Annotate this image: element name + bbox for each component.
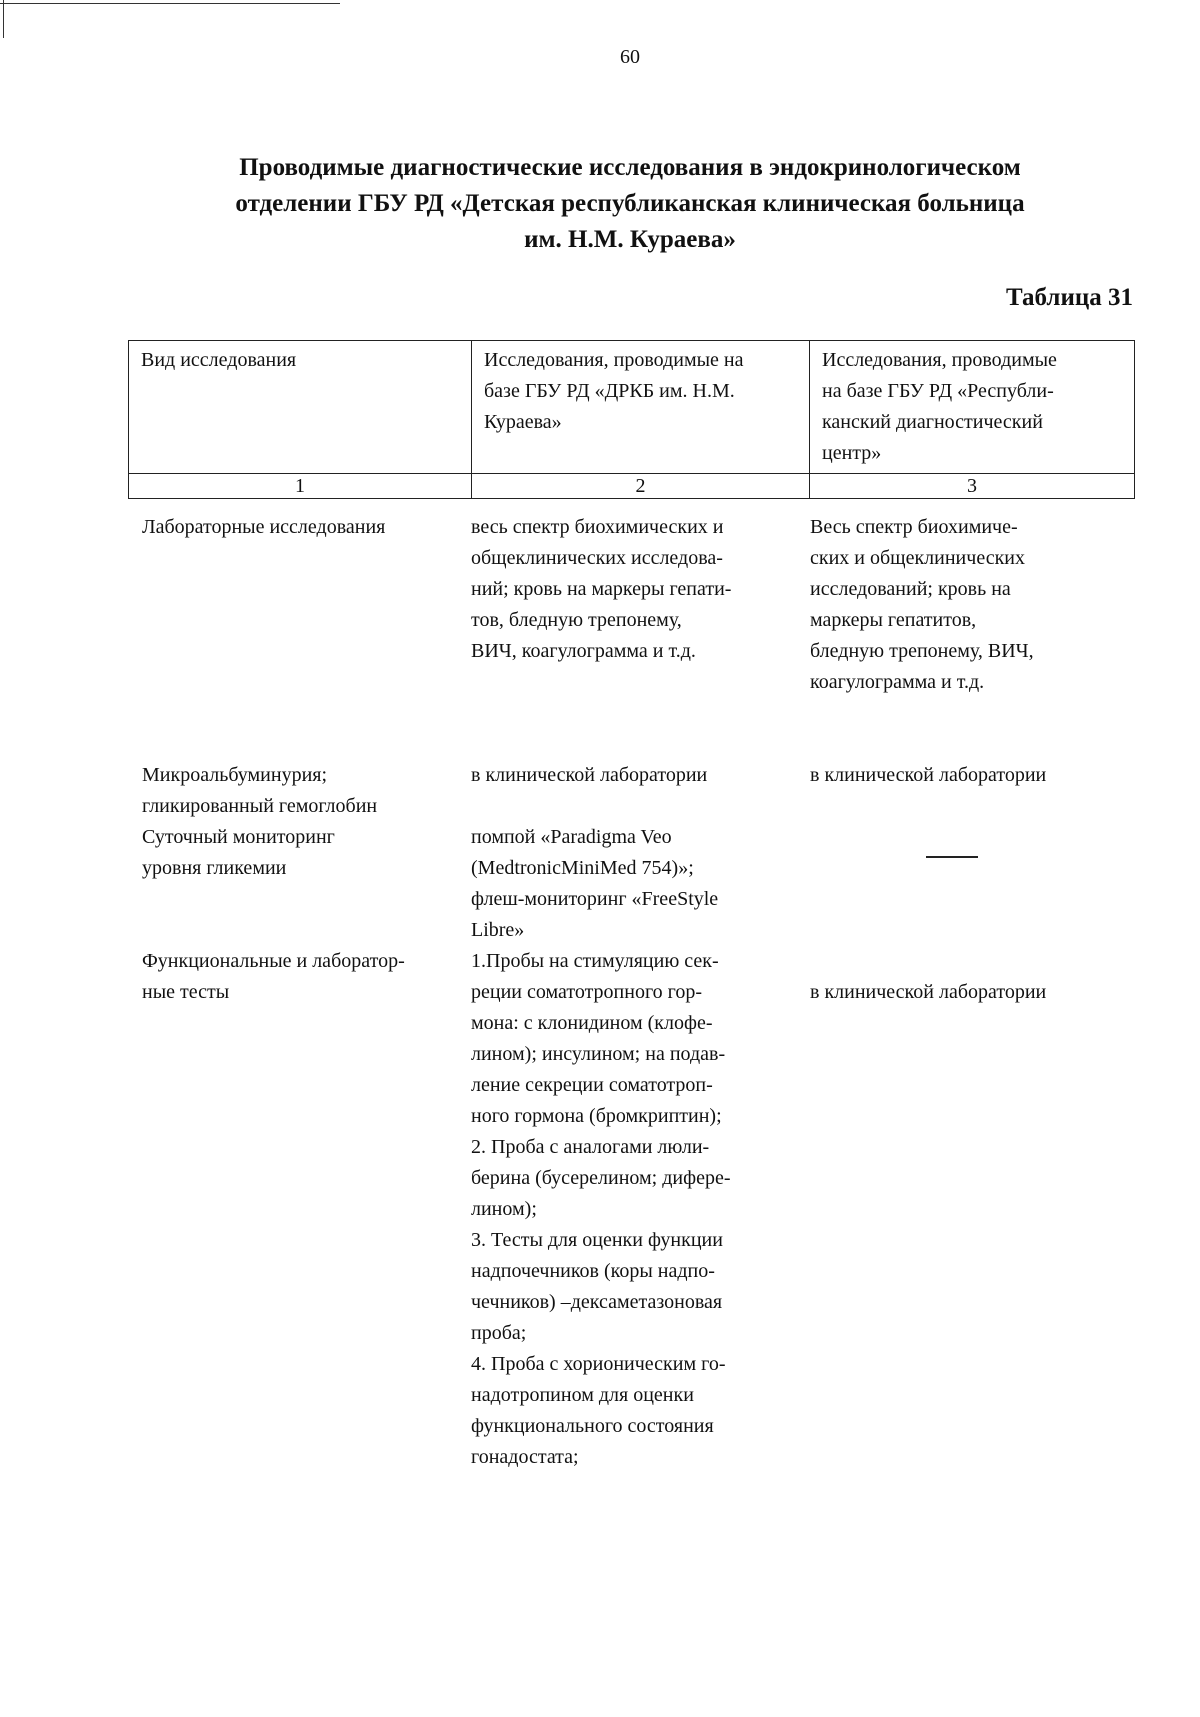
cell-line: (MedtronicMiniMed 754)»;: [471, 857, 694, 879]
cell-line: флеш-мониторинг «FreeStyle: [471, 888, 719, 910]
column-number-row: [129, 474, 1135, 499]
table-cell: [128, 760, 459, 822]
column-number: 2: [472, 474, 810, 499]
cell-line: надпочечников (коры надпо-: [471, 1260, 715, 1282]
cell-line: 3. Тесты для оценки функции: [471, 1229, 723, 1251]
cell-line: общеклинических исследова-: [471, 547, 723, 569]
cell-line: ний; кровь на маркеры гепати-: [471, 578, 732, 600]
title-line: им. Н.М. Кураева»: [524, 226, 736, 253]
scan-edge-left: [3, 0, 4, 38]
table-cell: [459, 822, 802, 946]
cell-line: гликированный гемоглобин: [142, 795, 378, 817]
cell-line: лином); инсулином; на подав-: [471, 1043, 726, 1065]
cell-line: Весь спектр биохимиче-: [810, 516, 1018, 538]
table-row: [128, 760, 1135, 822]
cell-line: помпой «Paradigma Veo: [471, 826, 672, 848]
cell-line: Лабораторные исследования: [142, 516, 386, 538]
cell-line: в клинической лаборатории: [810, 764, 1047, 786]
cell-line: надотропином для оценки: [471, 1384, 694, 1406]
table-label: Таблица 31: [1005, 284, 1133, 311]
cell-line: ные тесты: [142, 981, 230, 1003]
table-cell: [128, 946, 459, 1473]
header-cell-drkb: Исследования, проводимые на базе ГБУ РД «ДРКБ им. Н.М. Кураева»: [472, 341, 810, 474]
table-cell: [802, 946, 1135, 1473]
table-cell: [802, 760, 1135, 822]
cell-line: Функциональные и лаборатор-: [142, 950, 405, 972]
scan-edge-top: [0, 3, 340, 4]
cell-line: проба;: [471, 1322, 527, 1344]
cell-line: ских и общеклинических: [810, 547, 1025, 569]
cell-line: в клинической лаборатории: [810, 981, 1047, 1003]
table-cell: [459, 946, 802, 1473]
table-cell: [802, 512, 1135, 698]
cell-line: берина (бусерелином; дифере-: [471, 1167, 731, 1189]
cell-line: Микроальбуминурия;: [142, 764, 328, 786]
page-number: 60: [620, 46, 640, 68]
cell-line: исследований; кровь на: [810, 578, 1011, 600]
empty-cell-dash: [926, 856, 978, 858]
cell-line: лином);: [471, 1198, 537, 1220]
cell-line: чечников) –дексаметазоновая: [471, 1291, 723, 1313]
cell-line: Libre»: [471, 919, 525, 941]
cell-line: уровня гликемии: [142, 857, 287, 879]
cell-line: бледную трепонему, ВИЧ,: [810, 640, 1034, 662]
cell-line: реции соматотропного гор-: [471, 981, 703, 1003]
table-cell: [802, 822, 1135, 946]
table-cell: [128, 512, 459, 698]
table-body: [128, 512, 1135, 1473]
header-cell-rdc: Исследования, проводимые на базе ГБУ РД «Республи- канский диагностический центр»: [810, 341, 1135, 474]
table-row: [128, 822, 1135, 946]
cell-line: 2. Проба с аналогами люли-: [471, 1136, 710, 1158]
table-cell: [459, 760, 802, 822]
cell-line: 4. Проба с хорионическим го-: [471, 1353, 726, 1375]
table-cell: [128, 822, 459, 946]
cell-line: весь спектр биохимических и: [471, 516, 724, 538]
table-cell: [459, 512, 802, 698]
table-row: [128, 946, 1135, 1473]
page-title: [120, 150, 1140, 258]
table-row: [128, 512, 1135, 698]
cell-line: ВИЧ, коагулограмма и т.д.: [471, 640, 696, 662]
cell-line: ного гормона (бромкриптин);: [471, 1105, 722, 1127]
header-cell-type: Вид исследования: [129, 341, 472, 474]
column-number: 1: [129, 474, 472, 499]
cell-line: маркеры гепатитов,: [810, 609, 977, 631]
cell-line: тов, бледную трепонему,: [471, 609, 682, 631]
table-header: [128, 340, 1135, 499]
cell-line: мона: с клонидином (клофе-: [471, 1012, 713, 1034]
cell-line: ление секреции соматотроп-: [471, 1074, 713, 1096]
cell-line: Суточный мониторинг: [142, 826, 335, 848]
cell-line: коагулограмма и т.д.: [810, 671, 985, 693]
cell-line: функционального состояния: [471, 1415, 714, 1437]
cell-line: 1.Пробы на стимуляцию сек-: [471, 950, 719, 972]
header-row: [129, 341, 1135, 474]
title-line: Проводимые диагностические исследования в эндокринологическом: [239, 154, 1021, 181]
cell-line: в клинической лаборатории: [471, 764, 708, 786]
cell-line: гонадостата;: [471, 1446, 579, 1468]
title-line: отделении ГБУ РД «Детская республиканская клиническая больница: [235, 190, 1025, 217]
column-number: 3: [810, 474, 1135, 499]
